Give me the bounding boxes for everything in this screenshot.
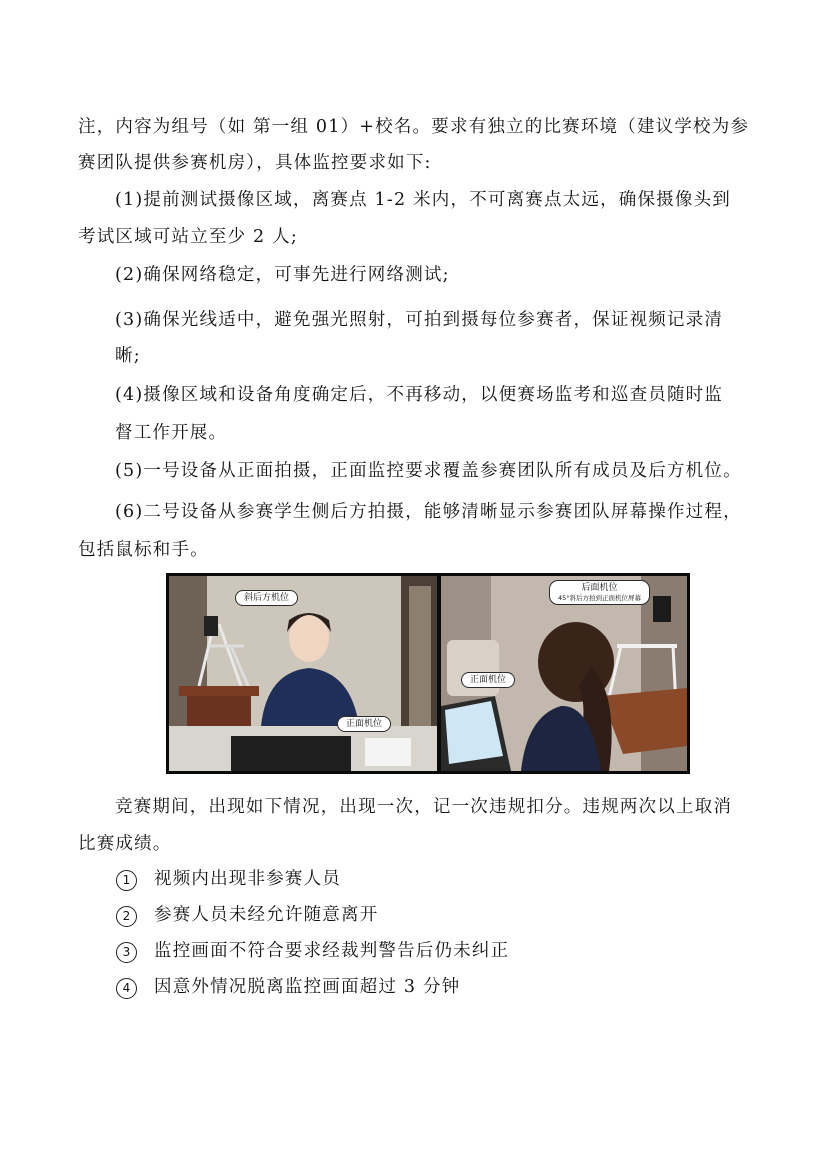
requirement-item-1: (1)提前测试摄像区域，离赛点 1-2 米内，不可离赛点太远，确保摄像头到 xyxy=(115,190,731,210)
requirement-item-2: (2)确保网络稳定，可事先进行网络测试; xyxy=(115,265,450,285)
paragraph-line: 注，内容为组号（如 第一组 01）+校名。要求有独立的比赛环境（建议学校为参 xyxy=(78,117,750,137)
requirement-item-5: (5)一号设备从正面拍摄，正面监控要求覆盖参赛团队所有成员及后方机位。 xyxy=(115,461,742,481)
front-view-photo xyxy=(169,576,437,771)
requirement-item-1-cont: 考试区域可站立至少 2 人; xyxy=(78,227,298,247)
front-camera-label-right: 正面机位 xyxy=(461,672,515,688)
requirement-item-4: (4)摄像区域和设备角度确定后，不再移动，以便赛场监考和巡查员随时监 xyxy=(115,385,724,405)
requirement-item-3-cont: 晰; xyxy=(115,346,141,366)
paragraph-line: 赛团队提供参赛机房），具体监控要求如下: xyxy=(78,153,432,173)
list-number-badge: 3 xyxy=(116,942,137,963)
rear-camera-label xyxy=(549,580,650,605)
rear-oblique-camera-label: 斜后方机位 xyxy=(235,590,298,606)
violation-item: 参赛人员未经允许随意离开 xyxy=(154,905,379,925)
requirement-item-4-cont: 督工作开展。 xyxy=(115,423,228,443)
violation-item: 视频内出现非参赛人员 xyxy=(154,869,341,889)
requirement-item-6-cont: 包括鼠标和手。 xyxy=(78,540,209,560)
requirement-item-3: (3)确保光线适中，避免强光照射，可拍到摄每位参赛者，保证视频记录清 xyxy=(115,310,724,330)
list-number-badge: 4 xyxy=(116,978,137,999)
front-view-illustration xyxy=(169,576,437,771)
requirement-item-6: (6)二号设备从参赛学生侧后方拍摄，能够清晰显示参赛团队屏幕操作过程， xyxy=(115,502,742,522)
rear-camera-label-title: 后面机位 xyxy=(581,583,618,593)
violation-intro-cont: 比赛成绩。 xyxy=(78,834,172,854)
violation-item: 因意外情况脱离监控画面超过 3 分钟 xyxy=(154,977,461,997)
list-number-badge: 2 xyxy=(116,906,137,927)
rear-view-photo xyxy=(441,576,687,771)
list-number-badge: 1 xyxy=(116,870,137,891)
violation-item: 监控画面不符合要求经裁判警告后仍未纠正 xyxy=(154,941,510,961)
camera-setup-figure xyxy=(166,573,690,774)
violation-intro: 竞赛期间，出现如下情况，出现一次，记一次违规扣分。违规两次以上取消 xyxy=(115,797,733,817)
front-camera-label: 正面机位 xyxy=(337,716,391,732)
rear-camera-label-subtitle: 45°斜后方拍到正面机位屏幕 xyxy=(558,594,642,602)
